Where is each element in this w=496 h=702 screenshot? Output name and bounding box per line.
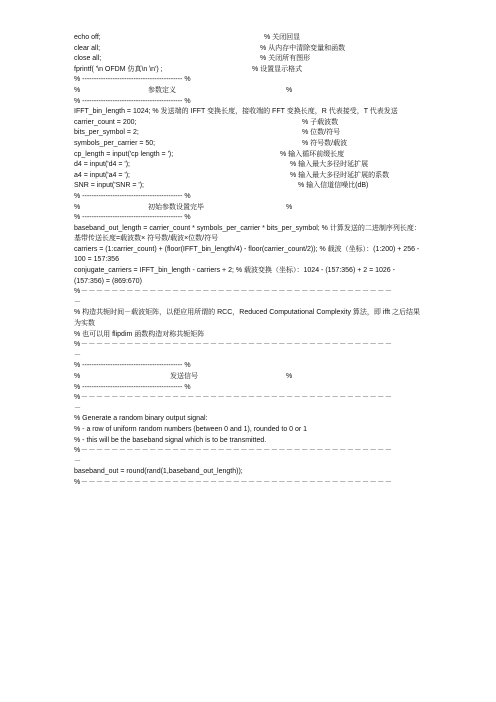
separator-tail: － (74, 351, 81, 359)
code-text: % - a row of uniform random numbers (between 0 and 1), rounded to 0 or 1 (74, 425, 308, 433)
code-text: % ------------------------------------------- % (74, 383, 191, 391)
code-text: cp_length = input('cp length = '); (74, 150, 174, 158)
code-line (74, 425, 426, 436)
code-line (74, 436, 426, 447)
code-comment: % 子载波数 (302, 118, 339, 126)
code-line (74, 128, 426, 139)
code-comment: % 输入最大多径时延扩展的系数 (290, 171, 390, 179)
code-text: close all; (74, 55, 102, 63)
code-comment: % (286, 373, 293, 380)
code-text: echo off; (74, 34, 101, 41)
separator-tail: － (74, 404, 81, 412)
separator-rule: %－－－－－－－－－－－－－－－－－－－－－－－－－－－－－－－－－－－－－－－－－ (74, 478, 393, 486)
separator-line (74, 446, 426, 467)
code-line (74, 203, 426, 214)
separator-rule: %－－－－－－－－－－－－－－－－－－－－－－－－－－－－－－－－－－－－－－－－－ (74, 394, 393, 402)
code-line (74, 330, 426, 341)
separator-line (74, 393, 426, 414)
code-text: % ------------------------------------------- % (74, 362, 191, 370)
code-text: carrier_count = 200; (74, 118, 137, 126)
code-text: clear all; (74, 44, 101, 52)
code-text: bits_per_symbol = 2; (74, 129, 139, 137)
code-text: % ------------------------------------------- % (74, 97, 191, 105)
code-line (74, 150, 426, 161)
code-text: a4 = input('a4 = '); (74, 171, 130, 179)
code-line (74, 75, 426, 86)
code-comment: % 位数/符号 (302, 129, 341, 137)
code-line (74, 383, 426, 394)
code-text: % (74, 203, 81, 211)
code-text: % (74, 86, 81, 94)
code-line (74, 44, 426, 55)
code-comment: % 输入信道信噪比(dB) (298, 182, 369, 190)
code-comment: % 符号数/载波 (302, 139, 348, 147)
code-line (74, 372, 426, 383)
separator-line (74, 287, 426, 308)
code-text: SNR = input('SNR = '); (74, 182, 144, 190)
code-text: % ------------------------------------------- % (74, 76, 191, 84)
code-line (74, 33, 426, 44)
code-text: % Generate a random binary output signal: (74, 415, 208, 423)
code-line-wrapped: baseband_out_length = carrier_count * symbols_per_carrier * bits_per_symbol; % 计算发送的二进制序列长度：基带传送长度=载波数× 符号数/载波×位数/符号 (74, 224, 421, 243)
code-text: % (74, 373, 81, 380)
code-comment: % (286, 203, 293, 211)
section-heading: 初始参数设置完毕 (148, 203, 204, 211)
code-comment: % 关闭回显 (264, 34, 301, 41)
section-heading: 发送信号 (170, 373, 198, 380)
code-line (74, 139, 426, 150)
code-line (74, 414, 426, 425)
code-line (74, 171, 426, 182)
code-line (74, 467, 426, 478)
code-line (74, 97, 426, 108)
code-line (74, 118, 426, 129)
code-text: symbols_per_carrier = 50; (74, 139, 156, 147)
code-text: % ------------------------------------------- % (74, 214, 191, 222)
code-line (74, 160, 426, 171)
code-comment: % 输入循环前缀长度 (280, 150, 345, 158)
code-line (74, 86, 426, 97)
separator-rule: %－－－－－－－－－－－－－－－－－－－－－－－－－－－－－－－－－－－－－－－－－ (74, 288, 393, 296)
code-comment: % 设置显示格式 (252, 65, 303, 73)
section-heading: 参数定义 (148, 86, 176, 94)
code-line (74, 65, 426, 76)
code-text: baseband_out = round(rand(1,baseband_out_length)); (74, 468, 243, 476)
code-line-wrapped: conjugate_carriers = IFFT_bin_length - carriers + 2; % 载波变换（坐标）：1024 - (157:356) + 2 = 1026 - (157:356) = (869:670) (74, 267, 395, 285)
separator-line (74, 478, 426, 489)
code-line (74, 213, 426, 224)
code-text: d4 = input('d4 = '); (74, 161, 130, 169)
code-comment: % 输入最大多径时延扩展 (290, 161, 369, 169)
separator-line (74, 340, 426, 361)
code-text: % - this will be the baseband signal which is to be transmitted. (74, 436, 267, 444)
code-line (74, 192, 426, 203)
code-line (74, 181, 426, 192)
code-comment: % (286, 86, 293, 94)
code-comment: % 从内存中清除变量和函数 (260, 44, 346, 52)
code-line (74, 54, 426, 65)
code-comment: % 关闭所有图形 (260, 55, 311, 63)
code-text: % 也可以用 flipdim 函数构造对称共轭矩阵 (74, 330, 205, 338)
code-text: % ------------------------------------------- % (74, 192, 191, 200)
separator-rule: %－－－－－－－－－－－－－－－－－－－－－－－－－－－－－－－－－－－－－－－－－ (74, 447, 393, 455)
code-line (74, 361, 426, 372)
separator-tail: － (74, 457, 81, 465)
code-line-wrapped: % 构造共轭时间－载波矩阵，以便应用所谓的 RCC，Reduced Computational Complexity 算法，即 ifft 之后结果为实数 (74, 309, 421, 328)
code-text: fprintf( '\n OFDM 仿真\n \n') ; (74, 65, 163, 73)
code-line-wrapped: carriers = (1:carrier_count) + (floor(IFFT_bin_length/4) - floor(carrier_count/2)); % 载波（坐标）：(1:200) + 256 - 100 = 157:356 (74, 245, 420, 264)
separator-rule: %－－－－－－－－－－－－－－－－－－－－－－－－－－－－－－－－－－－－－－－－－ (74, 341, 393, 349)
document-page (74, 33, 426, 489)
separator-tail: － (74, 298, 81, 306)
code-line-wrapped: IFFT_bin_length = 1024; % 发送端的 IFFT 变换长度，接收端的 FFT 变换长度，R 代表接受，T 代表发送 (74, 108, 398, 116)
